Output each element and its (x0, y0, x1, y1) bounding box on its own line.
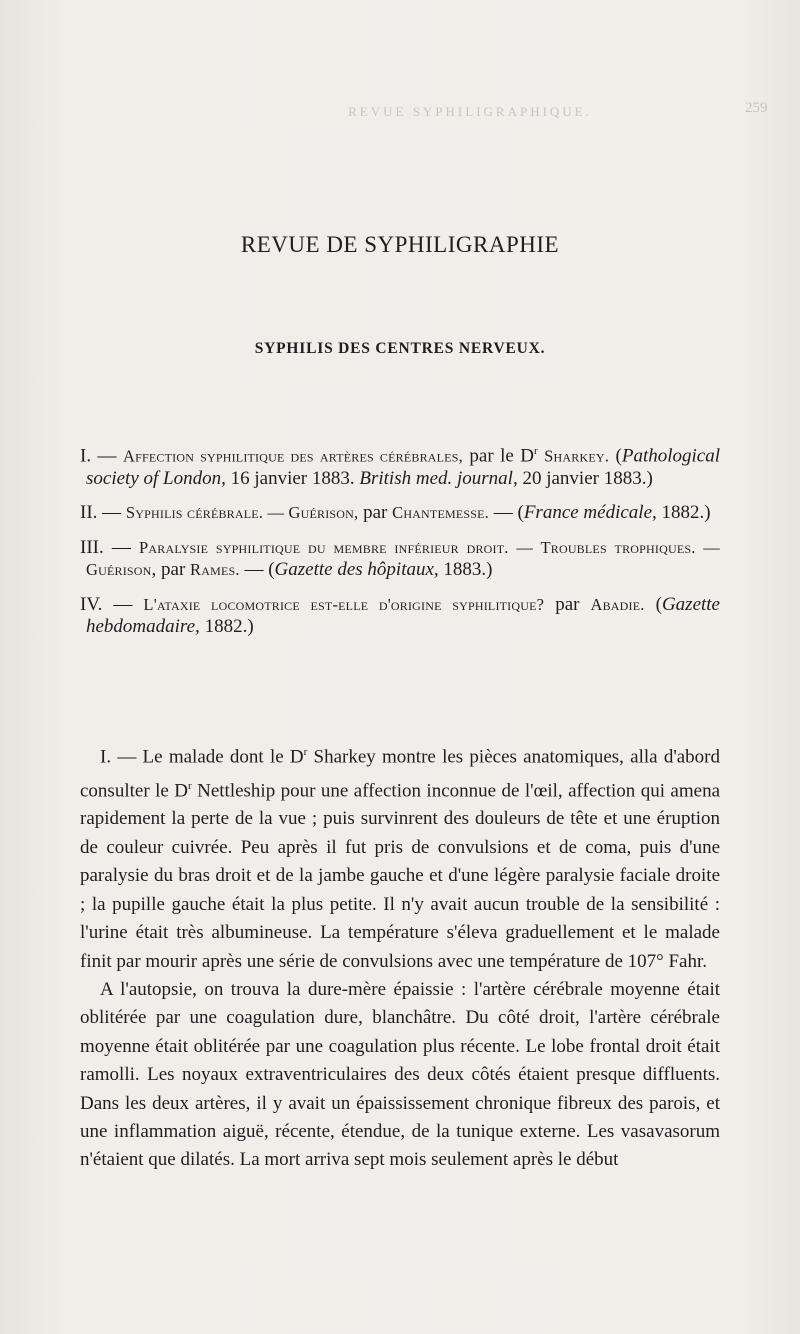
reference-author: Chantemesse. (392, 503, 489, 523)
page-title: REVUE DE SYPHILIGRAPHIE (240, 232, 560, 257)
reference-source: Gazette hebdomadaire, (86, 593, 720, 638)
reference-author: Rames. (190, 560, 240, 580)
reference-source: Gazette des hôpitaux, (274, 559, 439, 581)
paragraph: I. — Le malade dont le $D^r$ Sharkey montre les pièces anatomiques, alla d'abord consulter le $D^r$ Nettleship pour une affection inconnue de l'œil, affection qui amena rapidement la perte de la vue ; puis survinrent des douleurs de tête et une éruption de couleur cuivrée. Peu après il fut pris de convulsions et de coma, puis d'une paralysie du bras droit et de la jambe gauche et d'une légère paralysie faciale droite ; la pupille gauche était la plus petite. Il n'y avait aucun trouble de la sensibilité : l'urine était très albumineuse. La température s'éleva graduellement et le malade finit par mourir après une série de convulsions avec une température de 107° Fahr. (80, 746, 721, 972)
body-text (80, 738, 720, 1175)
page-number: 259 (745, 100, 768, 116)
reference-number: IV. — (80, 593, 144, 615)
reference-number: I. — (80, 445, 124, 467)
section-title: SYPHILIS DES CENTRES NERVEUX. (254, 340, 546, 357)
reference-author: Abadie. (590, 594, 645, 614)
reference-source: France médicale, (523, 502, 657, 524)
reference-title: L'ataxie locomotrice est-elle d'origine syphilitique? (143, 594, 545, 614)
reference-item: IV. — L'ataxie locomotrice est-elle d'origine syphilitique? par Abadie. (Gazette hebdomadaire, 1882.) (80, 593, 720, 638)
reference-title: Affection syphilitique des artères cérébrales, (123, 446, 463, 466)
reference-number: II. — (80, 502, 126, 524)
reference-source: Pathological society of London, (86, 445, 721, 489)
reference-author: Sharkey. (544, 446, 610, 466)
reference-number: III. — (80, 536, 140, 558)
reference-list (80, 440, 720, 651)
reference-item: III. — Paralysie syphilitique du membre inférieur droit. — Troubles trophiques. — Guérison, par Rames. — (Gazette des hôpitaux, 1883.) (80, 536, 720, 581)
reference-item: II. — Syphilis cérébrale. — Guérison, par Chantemesse. — (France médicale, 1882.) (80, 502, 711, 524)
reference-title: Paralysie syphilitique du membre inférieur droit. — Troubles trophiques. — Guérison (86, 537, 720, 580)
reference-title: Syphilis cérébrale. — Guérison, (125, 503, 359, 523)
paragraph: A l'autopsie, on trouva la dure-mère épaissie : l'artère cérébrale moyenne était oblitérée par une coagulation dure, blanchâtre. Du côté droit, l'artère cérébrale moyenne était oblitérée par une coagulation plus récente. Le lobe frontal droit était ramolli. Les noyaux extraventriculaires des deux côtés étaient presque diffluents. Dans les deux artères, il y avait un épaississement chronique fibreux des parois, et une inflammation aiguë, récente, étendue, de la tunique externe. Les vasavasorum n'étaient que dilatés. La mort arriva sept mois seulement après le début (80, 978, 720, 1171)
running-head: REVUE SYPHILIGRAPHIQUE. (348, 104, 592, 119)
reference-source: British med. journal, (359, 467, 518, 489)
reference-item: I. — Affection syphilitique des artères cérébrales, par le $D^r$ Sharkey. (Pathological society of London, 16 janvier 1883. British med. journal, 20 janvier 1883.) (80, 445, 721, 489)
